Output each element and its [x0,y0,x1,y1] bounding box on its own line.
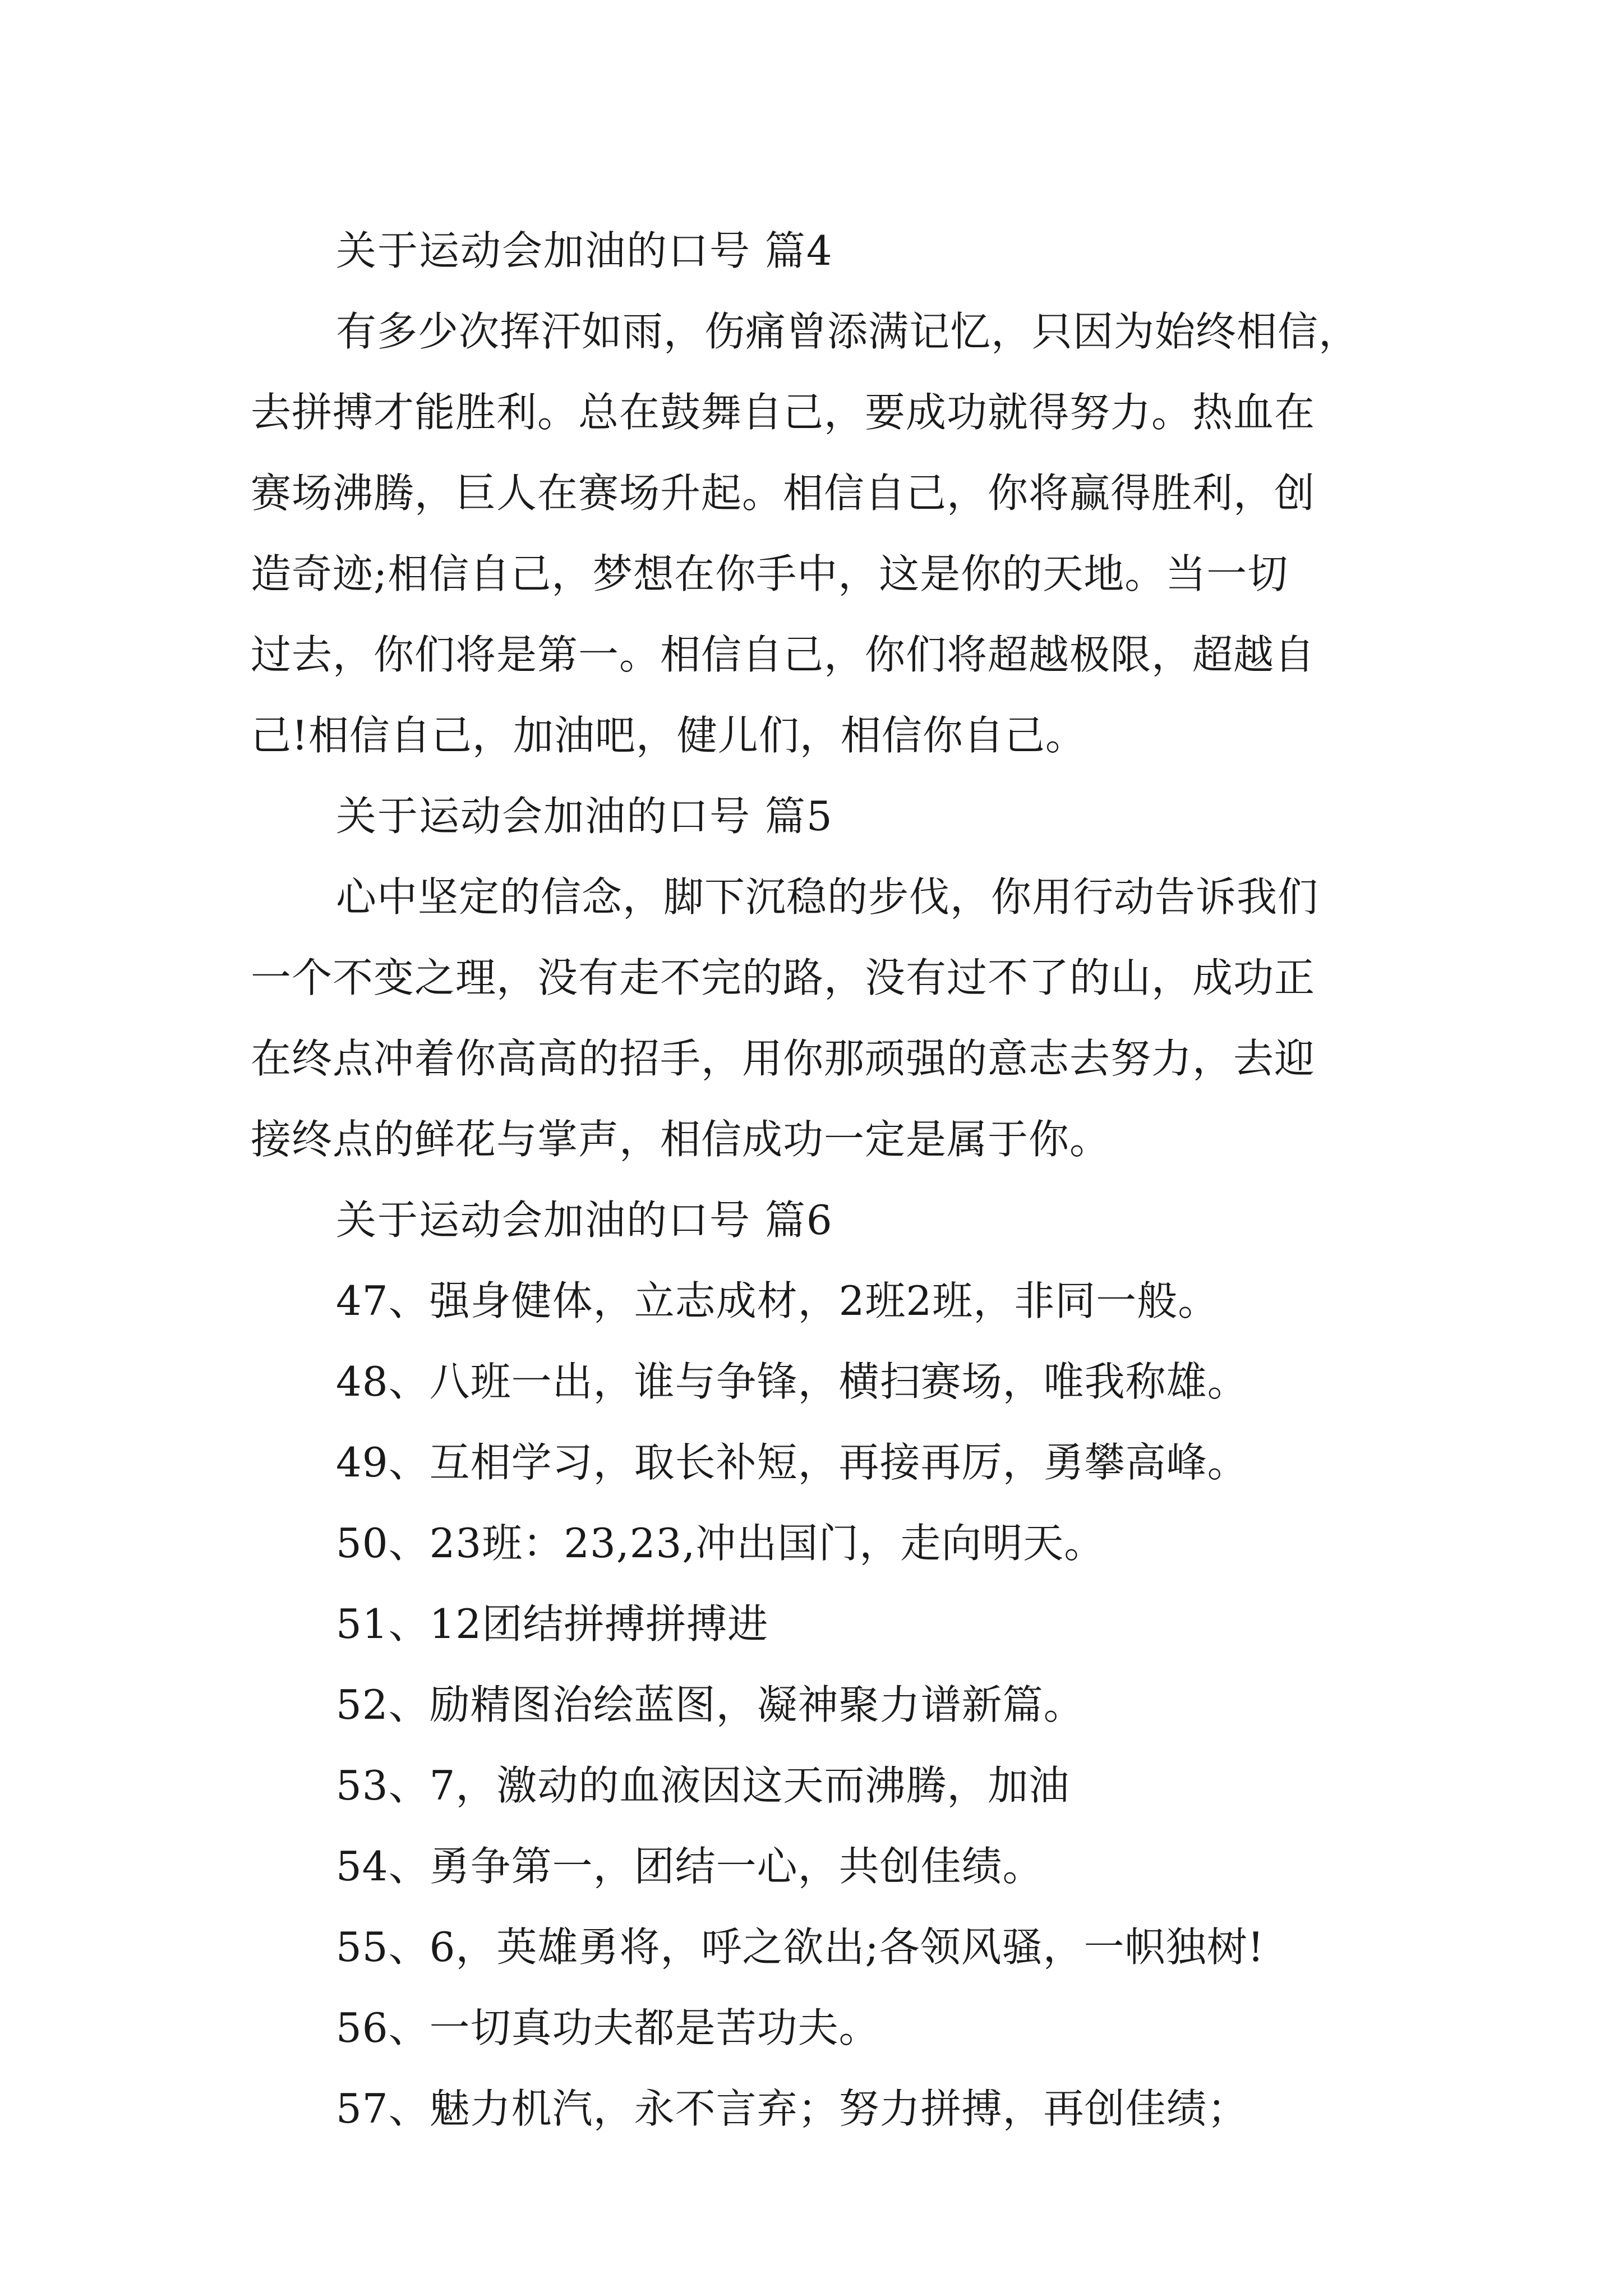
list-item: 53、7，激动的血液因这天而沸腾，加油 [336,1762,1070,1809]
paragraph-line: 有多少次挥汗如雨，伤痛曾添满记忆，只因为始终相信， [336,308,1360,355]
paragraph-line: 己!相信自己，加油吧，健儿们，相信你自己。 [251,712,1086,759]
section-heading: 关于运动会加油的口号 篇6 [336,1197,833,1244]
list-item: 51、12团结拼搏拼搏进 [336,1600,769,1648]
paragraph-line: 心中坚定的信念，脚下沉稳的步伐，你用行动告诉我们 [336,873,1319,921]
document-body [251,210,1389,2149]
list-item: 57、魅力机汽，永不言弃；努力拼搏，再创佳绩； [336,2085,1248,2132]
list-item: 48、八班一出，谁与争锋，横扫赛场，唯我称雄。 [336,1358,1248,1405]
section-heading: 关于运动会加油的口号 篇4 [336,227,833,274]
paragraph-line: 接终点的鲜花与掌声，相信成功一定是属于你。 [251,1116,1111,1163]
list-item: 56、一切真功夫都是苦功夫。 [336,2004,880,2051]
paragraph-line: 一个不变之理，没有走不完的路，没有过不了的山，成功正 [251,954,1316,1001]
list-item: 49、互相学习，取长补短，再接再厉，勇攀高峰。 [336,1439,1248,1486]
paragraph-line: 造奇迹;相信自己，梦想在你手中，这是你的天地。当一切 [251,550,1289,597]
paragraph-line: 过去，你们将是第一。相信自己，你们将超越极限，超越自 [251,631,1316,678]
list-item: 50、23班：23,23,冲出国门，走向明天。 [336,1520,1105,1567]
list-item: 47、强身健体，立志成材，2班2班，非同一般。 [336,1277,1219,1324]
paragraph-line: 在终点冲着你高高的招手，用你那顽强的意志去努力，去迎 [251,1035,1316,1082]
section-heading: 关于运动会加油的口号 篇5 [336,793,833,840]
paragraph-line: 去拼搏才能胜利。总在鼓舞自己，要成功就得努力。热血在 [251,389,1316,436]
list-item: 54、勇争第一，团结一心，共创佳绩。 [336,1843,1044,1890]
list-item: 52、励精图治绘蓝图，凝神聚力谱新篇。 [336,1681,1085,1728]
paragraph-line: 赛场沸腾，巨人在赛场升起。相信自己，你将赢得胜利，创 [251,470,1316,517]
list-item: 55、6，英雄勇将，呼之欲出;各领风骚，一帜独树! [336,1924,1265,1971]
